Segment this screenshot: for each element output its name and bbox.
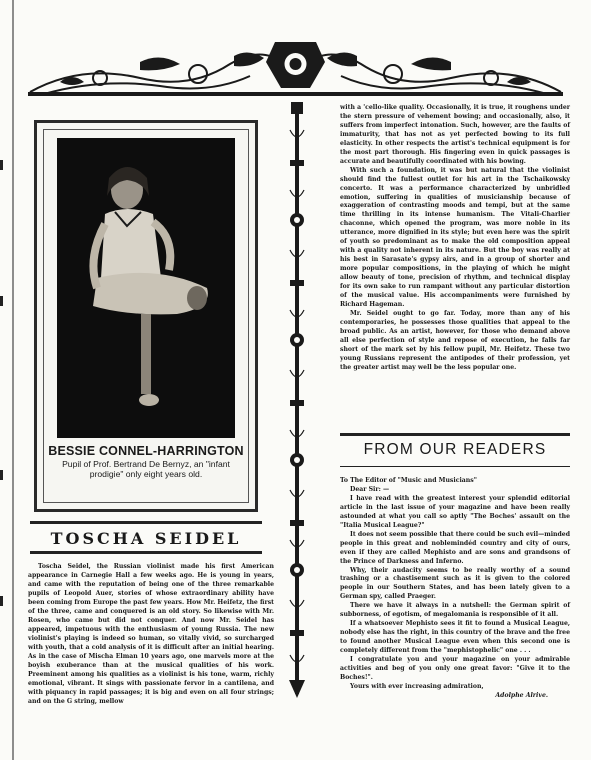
- letter-paragraph: It does not seem possible that there could be such evil—minded people in this great and noblemindéd country and city of ours, even if they are called Mephisto and are sons and grandsons of the Prince of Darkness and Inferno.: [340, 530, 570, 565]
- continuation-paragraph: with a 'cello-like quality. Occasionally, it is true, it roughens under the stern pressure of vehement bowing; and occasionally, also, it suffers from imperfect intonation. Such, however, are the faults of immaturity, that has not as yet perfected bowing to its full elasticity. In other respects the artist's technical equipment is for the most part thorough. His fingering even in quick passages is accurate and beautifully coordinated with his bowing.: [340, 104, 570, 165]
- letter-closing: Yours with ever increasing admiration,: [350, 682, 484, 690]
- portrait-photo: [57, 138, 235, 438]
- portrait-frame: [34, 120, 258, 512]
- letter-paragraph: If a whatsoever Mephisto sees it fit to found a Musical League, nobody else has the right, in this country of the brave and the free to found another Musical League even when this second one is completely different from the "mephistophelic" one . . .: [340, 620, 570, 655]
- letter-paragraph: I congratulate you and your magazine on your admirable activities and beg of you only one great favor: "Give it to the Boches!".: [340, 656, 570, 681]
- portrait-caption: Pupil of Prof. Bertrand De Bernyz, an "infant prodigie" only eight years old.: [62, 459, 230, 479]
- letter-address: To The Editor of "Music and Musicians": [340, 477, 477, 484]
- header-ornament: [20, 34, 571, 104]
- portrait-inner-border: [43, 129, 249, 503]
- child-violinist-figure: [57, 138, 235, 438]
- letter-paragraph: There we have it always in a nutshell: the German spirit of subborness, of egotism, of megalomania is responsible of it all.: [340, 602, 570, 619]
- binding-mark: [0, 470, 3, 480]
- heading-rule-bottom: [30, 551, 262, 554]
- binding-mark: [0, 296, 3, 306]
- readers-heading: FROM OUR READERS: [363, 441, 547, 458]
- page-edge-rule: [12, 0, 14, 760]
- binding-mark: [0, 596, 3, 606]
- toscha-heading: TOSCHA SEIDEL: [50, 529, 242, 548]
- readers-rule-bottom: [340, 466, 570, 467]
- center-ornament-column: [286, 100, 308, 700]
- continuation-paragraph: With such a foundation, it was but natural that the violinist should find the fullest outlet for his art in the Tschaikowsky concerto. It was a performance characterized by unbridled emotion, suffering in qualities of musicianship because of exaggeration of contrasting moods and tempi, but at the same time thrilling in its intense humanism. The Vitali-Charlier chaconne, which opened the program, was more noble in its utterance, more dignified in its style; but even here was the spirit of youth so predominant as to make the old composition appeal with a quality not inherent in its nature. But the boy was really at his best in Sarasate's gypsy airs, and in a group of shorter and more popular compositions, in the playing of which he might allow beauty of tone, precision of rhythm, and technical display for its own sake to run rampant without any particular distortion of the musical value. His accompaniments were furnished by Richard Hageman.: [340, 166, 570, 308]
- letter-salutation: Dear Sir: —: [350, 485, 390, 493]
- toscha-continuation: [340, 104, 570, 373]
- letter-signature: Adolphe Alrive.: [495, 691, 548, 699]
- readers-rule-top: [340, 433, 570, 436]
- continuation-paragraph: Mr. Seidel ought to go far. Today, more than any of his contemporaries, he possesses those qualities that appeal to the broad public. As an artist, however, for those who demand above all else perfection of style and repose of execution, he falls far short of the mark set by his fellow pupil, Mr. Heifetz. These two young Russians represent the antipodes of their profession, yet the greater artist may well be the less popular one.: [340, 309, 570, 371]
- readers-letter: [340, 477, 570, 701]
- binding-mark: [0, 160, 3, 170]
- letter-paragraph: I have read with the greatest interest your splendid editorial article in the last issue of your magazine and have been really astounded at what you call so aptly "The Boches' assault on the "Italia Musical League?": [340, 494, 570, 529]
- heading-rule-top: [30, 521, 262, 524]
- toscha-body: Toscha Seidel, the Russian violinist made his first American appearance in Carnegie Hall a few weeks ago. He is young in years, and came with the reputation of being one of the three remarkable pupils of Leopold Auer, stories of whose extraordinary ability have been coming from Europe the past few years. How Mr. Heifetz, the first of the three, came and conquered is an old story. So likewise with Mr. Rosen, who came but did not conquer. And now Mr. Seidel has appeared, impetuous with the enthusiasm of young Russia. The new violinist's playing is indeed so human, so vitally vivid, so surcharged with youth, that a cold analysis of it is difficult after an initial hearing. As in the case of Mischa Elman 10 years ago, one marvels more at the boyish exuberance than at the musical qualities of his work. Preeminent among his qualities as a violinist is his tone, warm, richly emotional, vibrant. It sings with passionate fervor in a cantilena, and with piquancy in rapid passages; it is big and even on all four strings; and on the G string, mellow: [28, 563, 274, 705]
- portrait-name: BESSIE CONNEL-HARRINGTON: [48, 444, 244, 458]
- letter-paragraph: Why, their audacity seems to be really worthy of a sound trashing or a chastisement such as it is given to the colored people in our Southern States, and has been lately given to a German spy, called Praeger.: [340, 566, 570, 601]
